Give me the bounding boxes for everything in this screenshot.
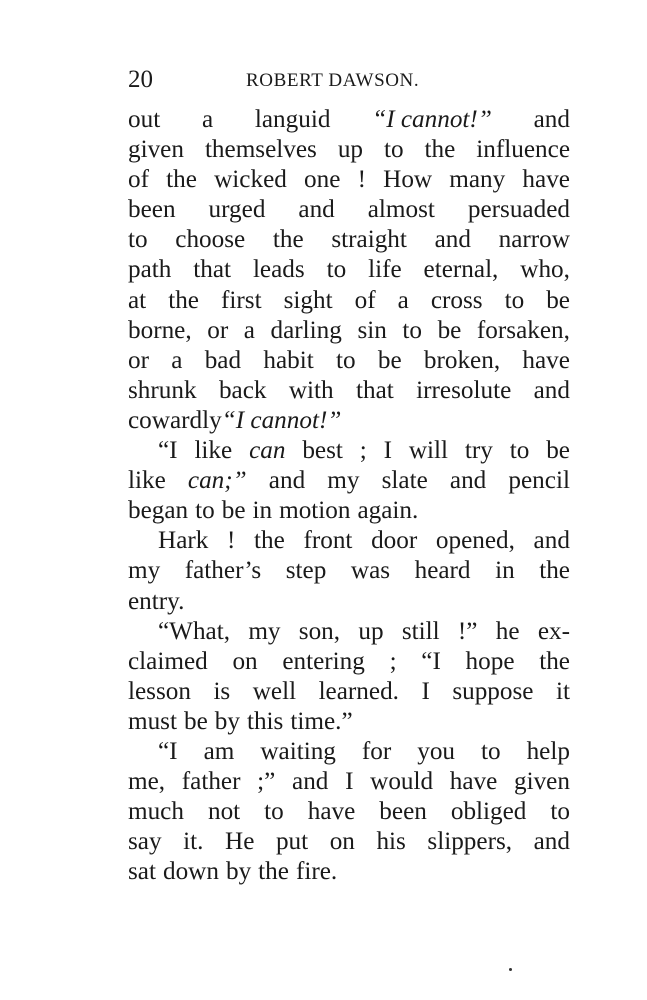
- word: broken,: [423, 346, 501, 374]
- word: to: [335, 346, 356, 374]
- word: ;: [359, 437, 367, 465]
- word: many: [449, 166, 506, 194]
- text-line: [128, 677, 570, 707]
- word: “I cannot!”: [372, 106, 492, 133]
- word: in: [495, 557, 515, 585]
- word: for: [361, 737, 392, 765]
- word: up: [337, 136, 364, 164]
- word: up: [358, 617, 384, 645]
- word: and: [268, 467, 306, 495]
- word: “I: [158, 437, 178, 465]
- word: and: [298, 196, 335, 224]
- word: leads: [252, 256, 305, 284]
- word: ex-: [537, 617, 570, 645]
- word: motion: [279, 497, 351, 525]
- text-line: [128, 346, 570, 376]
- word: father: [181, 768, 241, 796]
- word: my: [128, 557, 161, 585]
- text-line: [128, 225, 570, 255]
- text-line: [128, 286, 570, 316]
- text-line: [128, 406, 570, 436]
- word: “What,: [158, 617, 231, 645]
- text-line: [128, 105, 570, 135]
- word: again.: [357, 497, 419, 525]
- word: slate: [381, 467, 428, 495]
- word: given: [513, 768, 570, 796]
- word: door: [371, 527, 418, 555]
- word: sat: [128, 858, 156, 886]
- word: “I cannot!”: [221, 406, 342, 434]
- word: that: [355, 376, 394, 404]
- body-text: [128, 105, 570, 887]
- word: the: [272, 226, 304, 254]
- text-line: [128, 165, 570, 195]
- word: have: [307, 798, 356, 826]
- word: and: [533, 106, 570, 133]
- word: bad: [204, 346, 242, 374]
- word: to: [402, 316, 422, 344]
- word: was: [350, 557, 391, 585]
- word: with: [288, 376, 334, 404]
- running-head: ROBERT DAWSON.: [246, 70, 420, 91]
- word: themselves: [204, 136, 317, 164]
- word: the: [539, 557, 570, 585]
- word: his: [376, 828, 406, 856]
- text-line: [128, 556, 570, 586]
- text-line: [128, 617, 570, 647]
- word: influence: [476, 136, 570, 164]
- word: been: [379, 798, 427, 826]
- word: and: [533, 376, 570, 404]
- word: and: [533, 527, 570, 555]
- word: that: [193, 256, 232, 284]
- word: and: [292, 768, 329, 796]
- word: a: [171, 346, 183, 374]
- word: like: [128, 467, 166, 495]
- word: it: [555, 677, 570, 705]
- word: and: [533, 828, 570, 856]
- word: suppose: [452, 677, 534, 705]
- text-line: [128, 737, 570, 767]
- word: will: [408, 437, 449, 465]
- word: am: [203, 737, 235, 765]
- word: on: [329, 828, 355, 856]
- word: hope: [465, 647, 515, 675]
- word: son,: [298, 617, 341, 645]
- word: you: [417, 737, 456, 765]
- word: fire.: [295, 858, 338, 886]
- word: much: [128, 798, 184, 826]
- word: Hark: [158, 527, 209, 555]
- word: eternal,: [423, 256, 499, 284]
- word: best: [302, 437, 343, 465]
- word: ;: [389, 647, 397, 675]
- word: the: [254, 527, 285, 555]
- word: time.”: [290, 707, 353, 735]
- word: be: [546, 286, 570, 314]
- word: slippers,: [427, 828, 513, 856]
- word: path: [128, 256, 172, 284]
- word: He: [225, 828, 255, 856]
- word: “I: [158, 737, 178, 765]
- word: habit: [263, 346, 314, 374]
- word: persuaded: [467, 196, 570, 224]
- text-line: [128, 195, 570, 225]
- word: to: [264, 798, 284, 826]
- word: almost: [367, 196, 435, 224]
- word: a: [243, 316, 255, 344]
- text-line: [128, 647, 570, 677]
- word: of: [354, 286, 376, 314]
- text-line: [128, 376, 570, 406]
- text-line: [128, 496, 570, 526]
- word: I: [421, 677, 430, 705]
- word: my: [327, 467, 360, 495]
- word: have: [522, 166, 570, 194]
- text-line: [128, 827, 570, 857]
- word: can;”: [187, 467, 247, 495]
- word: one: [304, 166, 341, 194]
- word: a: [397, 286, 409, 314]
- word: to: [509, 437, 530, 465]
- word: would: [370, 768, 434, 796]
- word: be: [221, 497, 246, 525]
- word: by: [214, 707, 240, 735]
- word: must: [128, 707, 177, 735]
- text-line: [128, 587, 570, 617]
- word: waiting: [260, 737, 336, 765]
- word: still: [401, 617, 440, 645]
- word: choose: [175, 226, 246, 254]
- word: to: [128, 226, 148, 254]
- word: straight: [331, 226, 407, 254]
- word: be: [184, 707, 208, 735]
- word: be: [377, 346, 402, 374]
- word: it.: [183, 828, 204, 856]
- word: not: [207, 798, 241, 826]
- word: entry.: [128, 587, 185, 615]
- page-number: 20: [128, 66, 153, 93]
- word: me,: [128, 768, 166, 796]
- word: to: [481, 737, 501, 765]
- word: he: [495, 617, 520, 645]
- word: down: [162, 858, 219, 886]
- word: darling: [270, 316, 342, 344]
- word: !”: [457, 617, 478, 645]
- word: “I: [421, 647, 441, 675]
- word: cross: [430, 286, 483, 314]
- word: who,: [520, 256, 570, 284]
- word: !: [357, 166, 366, 194]
- word: sin: [357, 316, 387, 344]
- word: !: [227, 527, 236, 555]
- word: in: [252, 497, 273, 525]
- word: the: [424, 136, 456, 164]
- word: father’s: [184, 557, 262, 585]
- text-line: [128, 797, 570, 827]
- word: learned.: [318, 677, 399, 705]
- word: have: [522, 346, 570, 374]
- word: can: [249, 437, 286, 465]
- word: pencil: [508, 467, 570, 495]
- word: and: [449, 467, 487, 495]
- word: help: [526, 737, 570, 765]
- word: or: [128, 346, 149, 374]
- word: back: [218, 376, 267, 404]
- text-line: [128, 857, 570, 887]
- word: to: [326, 256, 347, 284]
- text-line: [128, 466, 570, 496]
- word: opened,: [435, 527, 515, 555]
- word: began: [128, 497, 189, 525]
- text-line: [128, 436, 570, 466]
- word: by: [225, 858, 252, 886]
- word: claimed: [128, 647, 208, 675]
- text-line: [128, 707, 570, 737]
- word: life: [368, 256, 402, 284]
- word: have: [449, 768, 498, 796]
- word: is: [213, 677, 231, 705]
- word: been: [128, 196, 176, 224]
- word: on: [232, 647, 258, 675]
- word: or: [207, 316, 229, 344]
- word: to: [383, 136, 404, 164]
- word: say: [128, 828, 162, 856]
- word: ;”: [257, 768, 276, 796]
- word: well: [252, 677, 297, 705]
- word: to: [550, 798, 570, 826]
- word: sight: [283, 286, 333, 314]
- word: shrunk: [128, 376, 197, 404]
- word: lesson: [128, 677, 191, 705]
- word: of: [128, 166, 149, 194]
- word: wicked: [214, 166, 287, 194]
- word: cowardly: [128, 406, 222, 434]
- word: I: [345, 768, 354, 796]
- text-line: [128, 255, 570, 285]
- word: be: [546, 437, 570, 465]
- word: my: [248, 617, 281, 645]
- word: first: [221, 286, 262, 314]
- word: the: [168, 286, 199, 314]
- text-line: [128, 135, 570, 165]
- word: the: [166, 166, 197, 194]
- word: be: [437, 316, 462, 344]
- word: to: [195, 497, 215, 525]
- word: entering: [282, 647, 365, 675]
- word: borne,: [128, 316, 192, 344]
- word: forsaken,: [476, 316, 570, 344]
- word: languid: [254, 106, 331, 133]
- page-header: [128, 62, 570, 98]
- word: urged: [208, 196, 266, 224]
- word: irresolute: [416, 376, 512, 404]
- word: the: [539, 647, 570, 675]
- word: this: [246, 707, 284, 735]
- word: obliged: [450, 798, 527, 826]
- word: out: [128, 106, 161, 133]
- word: How: [383, 166, 433, 194]
- word: like: [194, 437, 233, 465]
- word: step: [285, 557, 327, 585]
- word: try: [464, 437, 493, 465]
- word: the: [258, 858, 289, 886]
- word: heard: [414, 557, 471, 585]
- word: I: [383, 437, 392, 465]
- text-line: [128, 316, 570, 346]
- word: narrow: [498, 226, 570, 254]
- word: to: [504, 286, 525, 314]
- word: put: [275, 828, 309, 856]
- text-line: [128, 767, 570, 797]
- word: front: [303, 527, 353, 555]
- paper-speck: [509, 968, 512, 971]
- word: at: [128, 286, 147, 314]
- word: given: [128, 136, 184, 164]
- word: and: [434, 226, 471, 254]
- word: a: [201, 106, 214, 133]
- text-line: [128, 526, 570, 556]
